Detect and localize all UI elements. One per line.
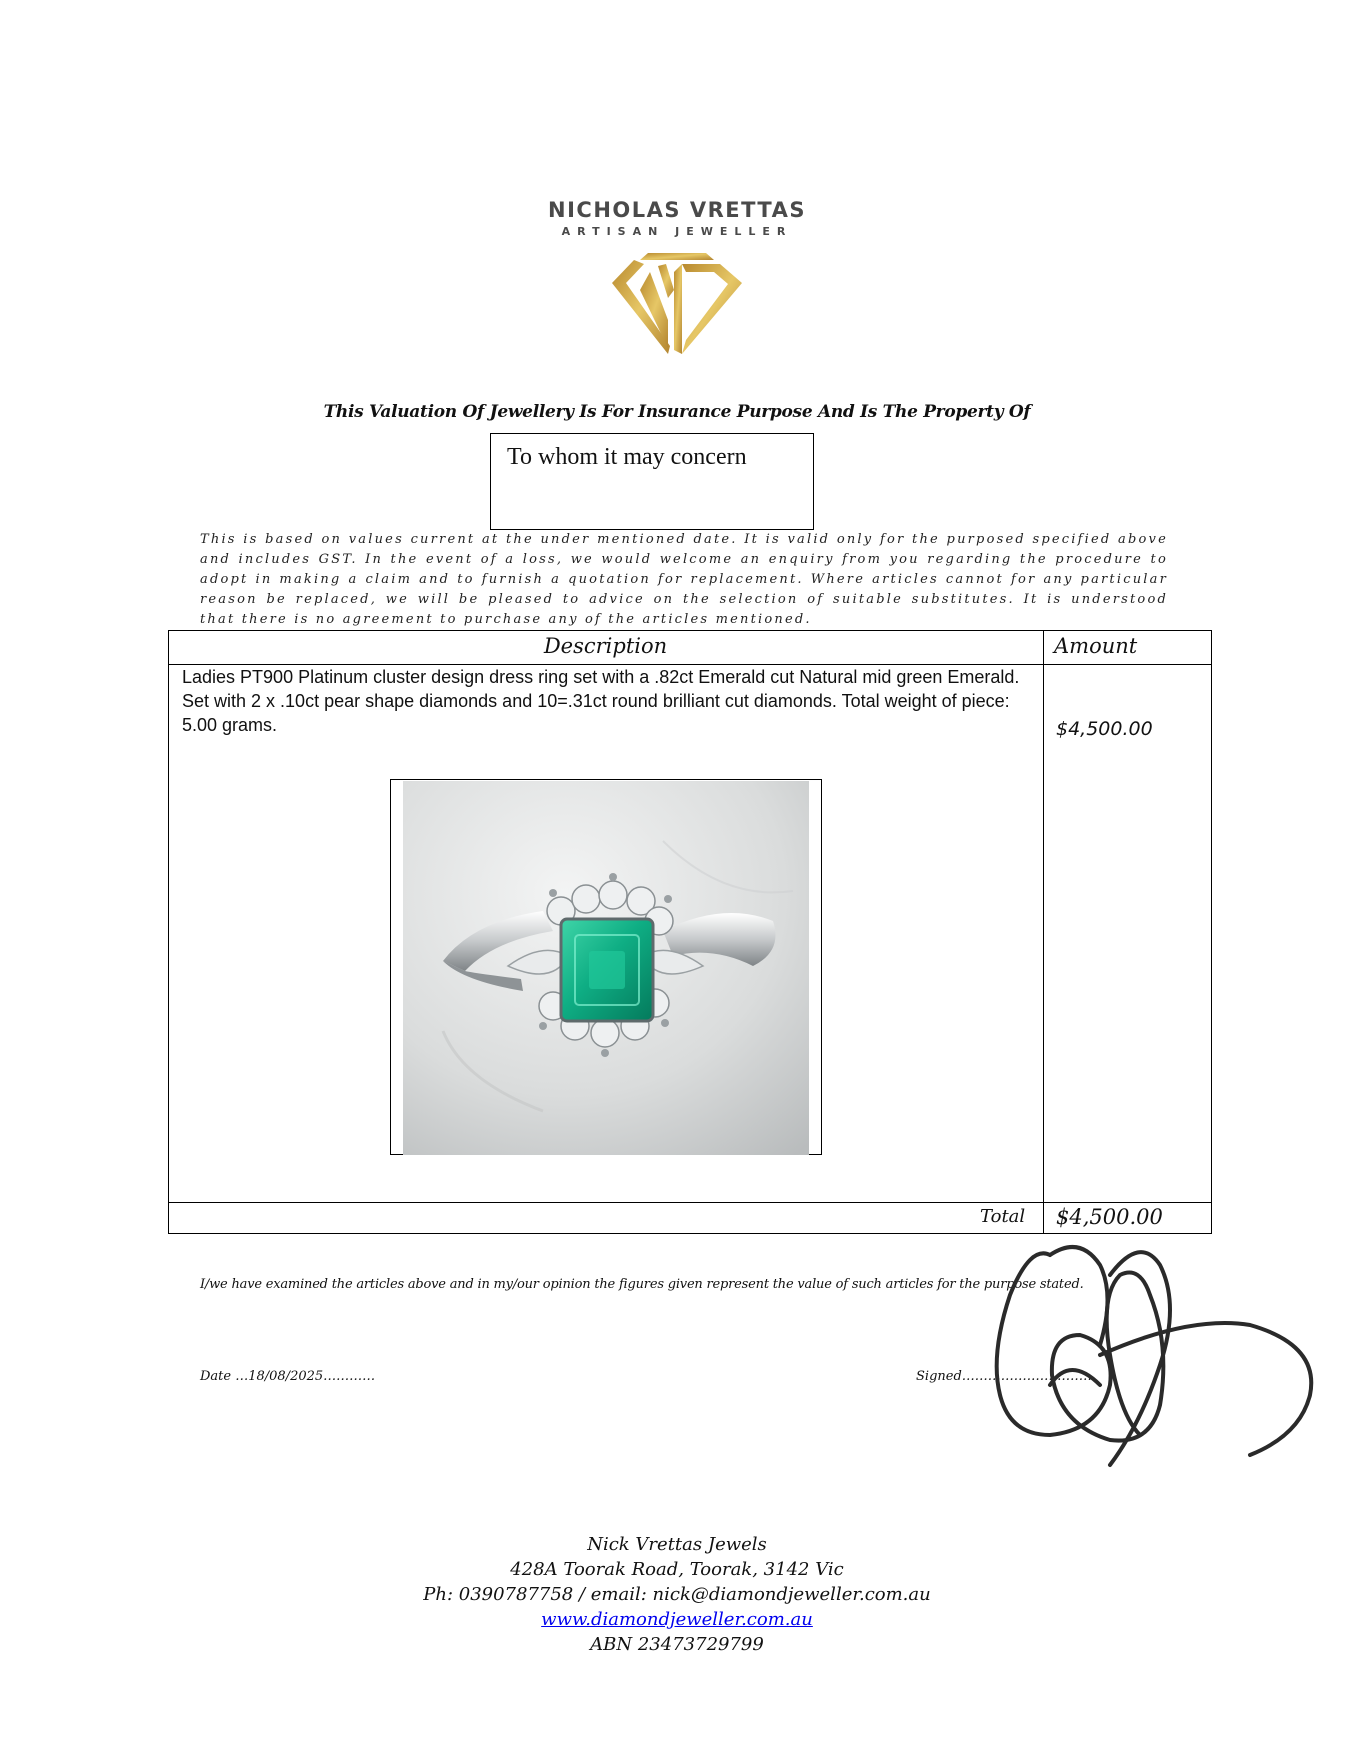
footer-address: 428A Toorak Road, Toorak, 3142 Vic — [510, 1559, 844, 1580]
item-amount: $4,500.00 — [1056, 718, 1153, 740]
table-column-divider — [1043, 630, 1044, 1234]
date-line: Date …18/08/2025………… — [200, 1369, 376, 1384]
valuation-heading: This Valuation Of Jewellery Is For Insurance Purpose And Is The Property Of — [323, 402, 1031, 422]
column-header-description: Description — [543, 634, 668, 658]
item-description: Ladies PT900 Platinum cluster design dress ring set with a .82ct Emerald cut Natural mid green Emerald. Set with 2 x .10ct pear shape diamonds and 10=.31ct round brilliant cut diamonds. Total weight of piece: 5.00 grams. — [182, 667, 1020, 735]
footer-website-link[interactable]: www.diamondjeweller.com.au — [541, 1609, 813, 1630]
total-value: $4,500.00 — [1056, 1205, 1163, 1229]
signed-line: Signed………………………… — [916, 1369, 1092, 1384]
emerald-ring-photo — [403, 781, 809, 1155]
disclaimer-text: This is based on values current at the under mentioned date. It is valid only for the purposed specified above and includes GST. In the event of a loss, we would welcome an enquiry from you regarding the procedure to adopt in making a claim and to furnish a quotation for replacement. Where articles cannot for any particular reason be replaced, we will be pleased to advice on the selection of suitable substitutes. It is understood that there is no agreement to purchase any of the articles mentioned. — [200, 532, 1168, 627]
brand-name: NICHOLAS VRETTAS — [548, 198, 806, 222]
brand-logo-icon — [610, 250, 744, 360]
brand-tagline: ARTISAN JEWELLER — [561, 225, 793, 238]
opinion-statement: I/we have examined the articles above and in my/our opinion the figures given represent the value of such articles for the purpose stated. — [200, 1277, 1084, 1292]
footer-contact: Ph: 0390787758 / email: nick@diamondjeweller.com.au — [423, 1584, 931, 1605]
footer-company: Nick Vrettas Jewels — [587, 1534, 767, 1555]
total-label: Total — [980, 1206, 1026, 1227]
column-header-amount: Amount — [1054, 634, 1138, 658]
handwritten-signature — [990, 1235, 1326, 1475]
table-total-divider — [168, 1202, 1212, 1203]
ring-photo-frame — [390, 779, 822, 1155]
footer-abn: ABN 23473729799 — [590, 1634, 764, 1655]
owner-box: To whom it may concern — [490, 433, 814, 530]
